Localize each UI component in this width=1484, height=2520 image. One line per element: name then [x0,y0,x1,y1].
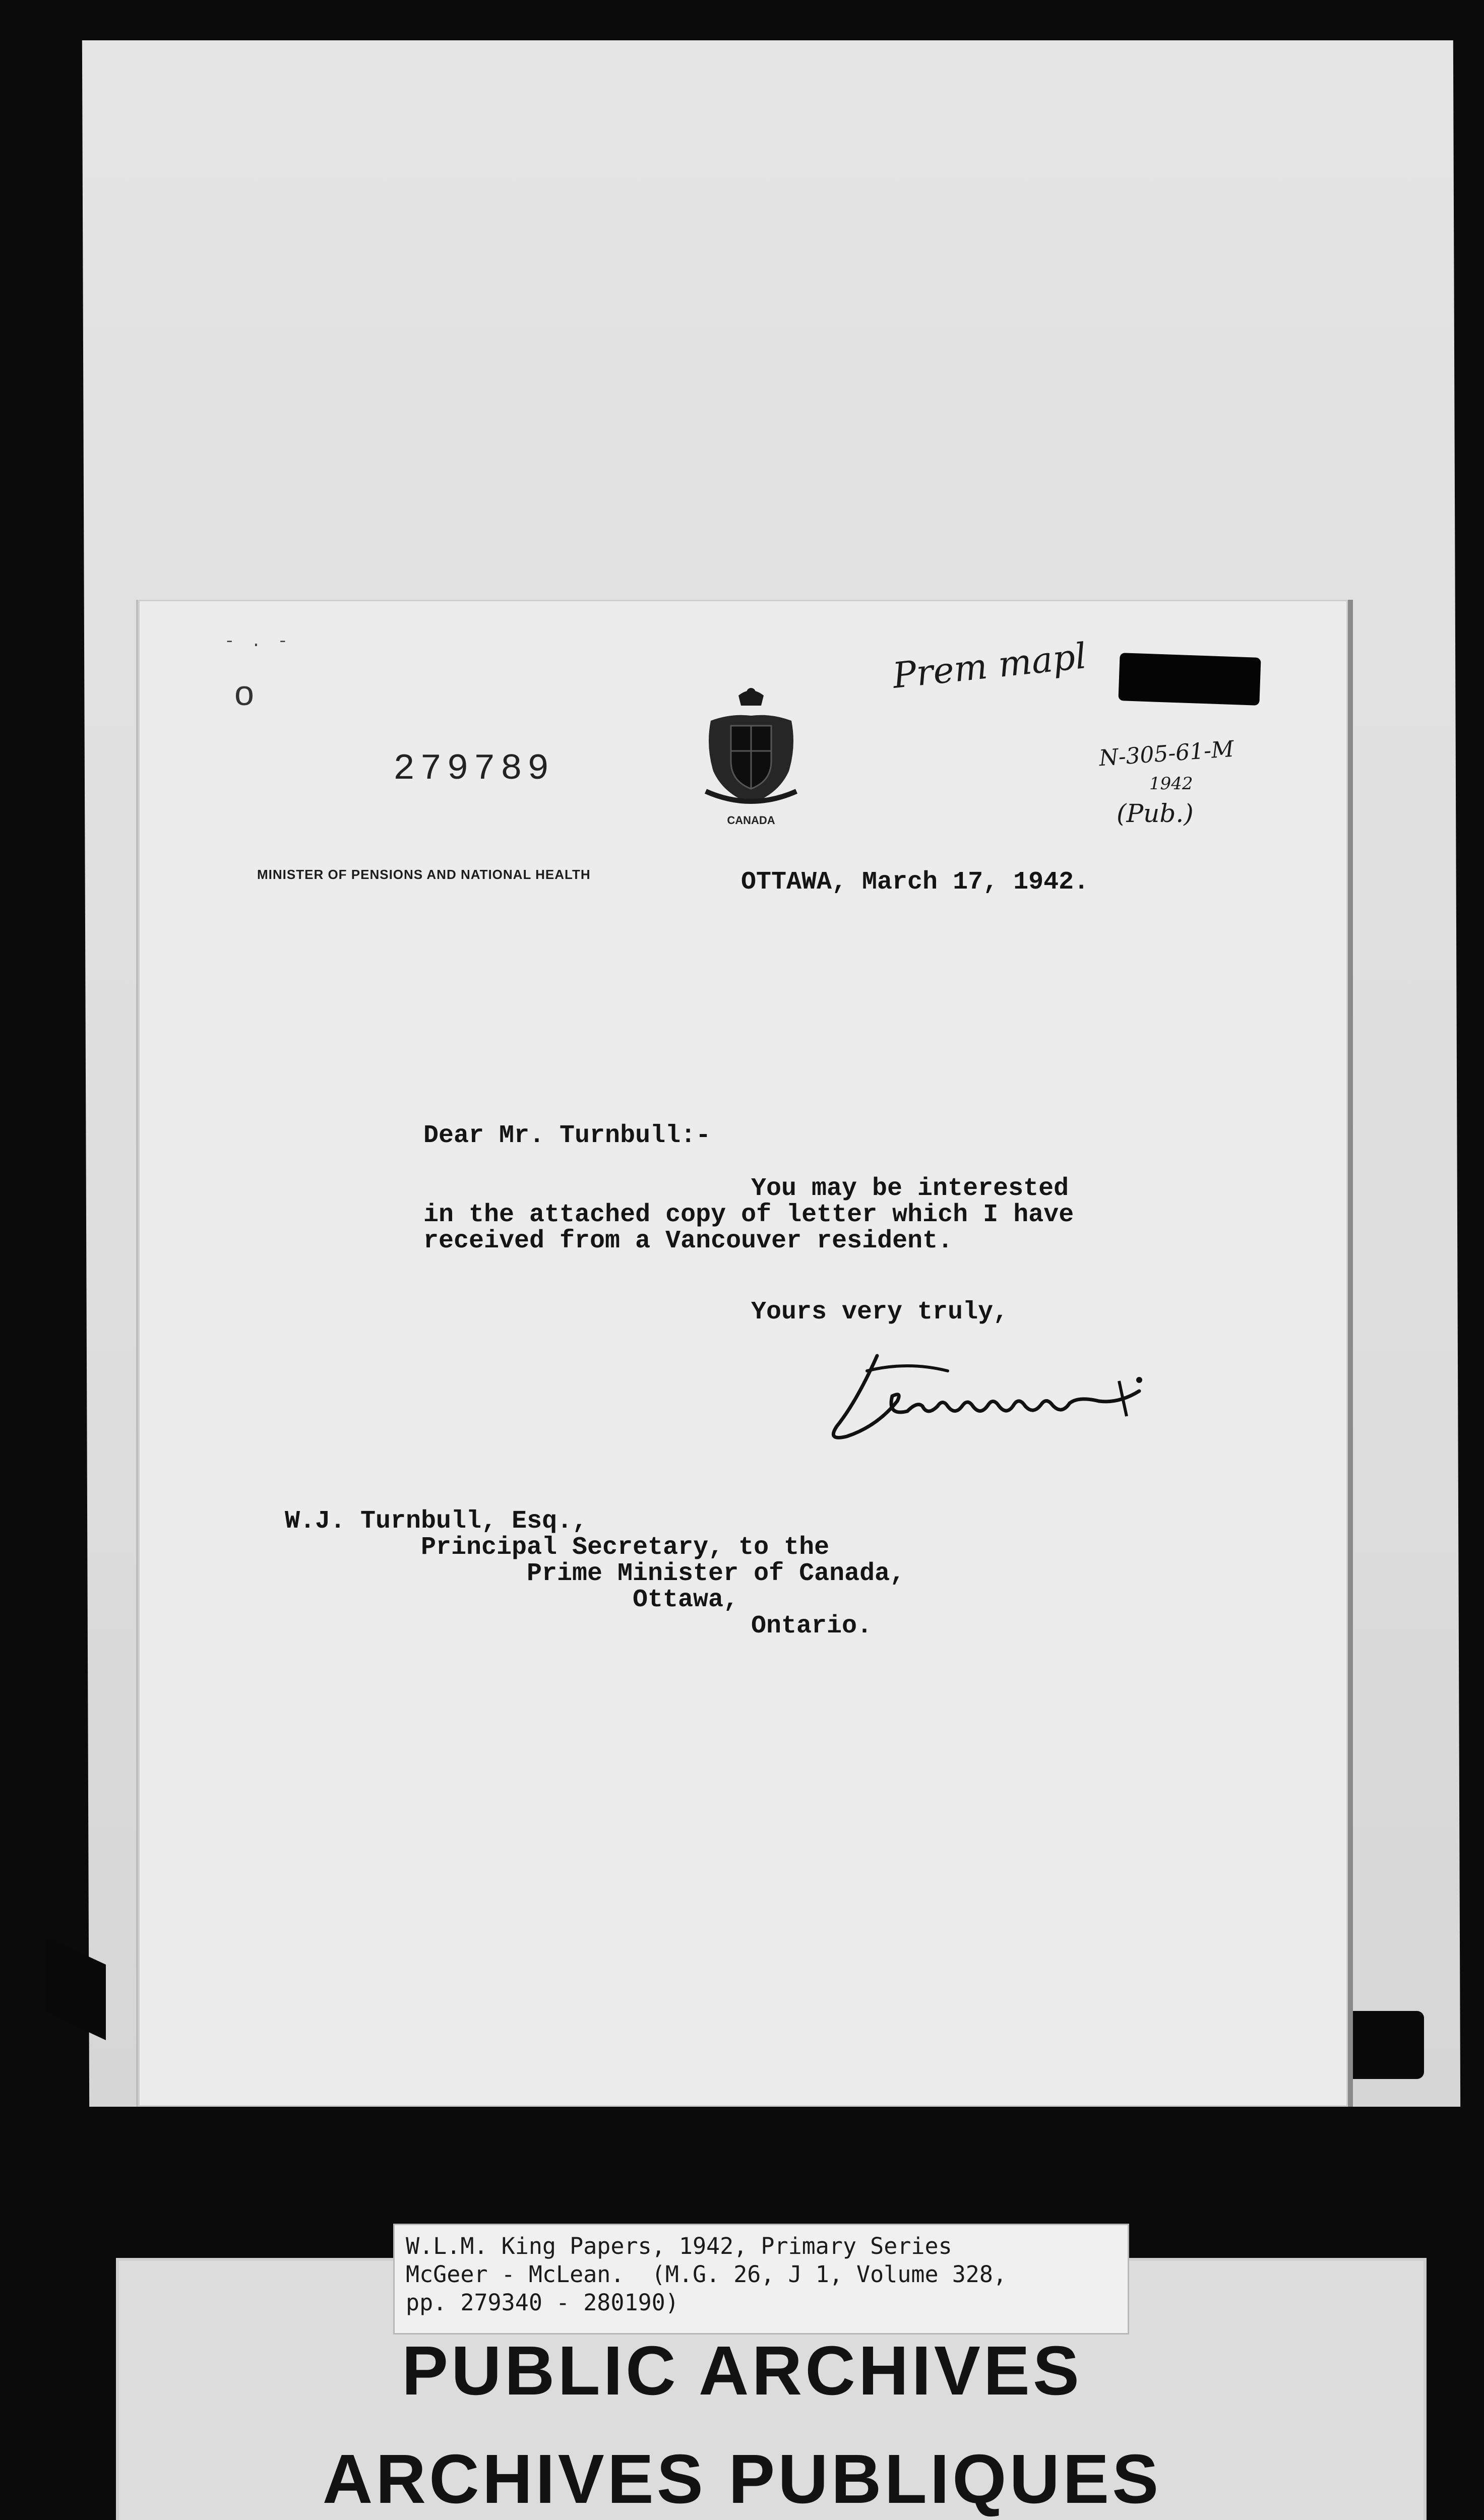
address-line: Ontario. [751,1612,873,1641]
body-line: received from a Vancouver resident. [423,1227,953,1255]
handwritten-year: 1942 [1149,774,1193,794]
handwritten-bracket-note: (Pub.) [1117,799,1194,828]
ministry-letterhead: MINISTER OF PENSIONS AND NATIONAL HEALTH [257,867,591,882]
document-number: 279789 [393,748,554,790]
address-line: Principal Secretary, to the [421,1533,830,1562]
corner-marks: - . - [224,633,291,652]
corner-o-mark: o [234,673,254,713]
archive-title-english: PUBLIC ARCHIVES [402,2332,1082,2410]
address-line: Ottawa, [633,1586,739,1614]
body-line: in the attached copy of letter which I have [423,1201,1074,1229]
address-line: W.J. Turnbull, Esq., [285,1507,588,1536]
coat-of-arms-icon [696,685,807,811]
redaction-block [1118,653,1261,706]
body-line: You may be interested [751,1174,1069,1203]
handwritten-file-code: N-305-61-M [1098,736,1235,772]
crest-label: CANADA [727,814,775,827]
dateline: OTTAWA, March 17, 1942. [741,868,1089,897]
archive-title-french: ARCHIVES PUBLIQUES [322,2440,1162,2518]
reference-line: W.L.M. King Papers, 1942, Primary Series [406,2233,952,2259]
signature-icon [817,1341,1149,1452]
handwritten-note: Prem mapl [890,635,1089,697]
address-line: Prime Minister of Canada, [527,1559,905,1588]
right-clip [1341,2011,1424,2079]
reference-line: pp. 279340 - 280190) [406,2289,679,2316]
salutation: Dear Mr. Turnbull:- [423,1121,711,1150]
closing: Yours very truly, [751,1298,1009,1327]
reference-label [393,2224,1129,2335]
reference-line: McGeer - McLean. (M.G. 26, J 1, Volume 328, [406,2261,1007,2288]
